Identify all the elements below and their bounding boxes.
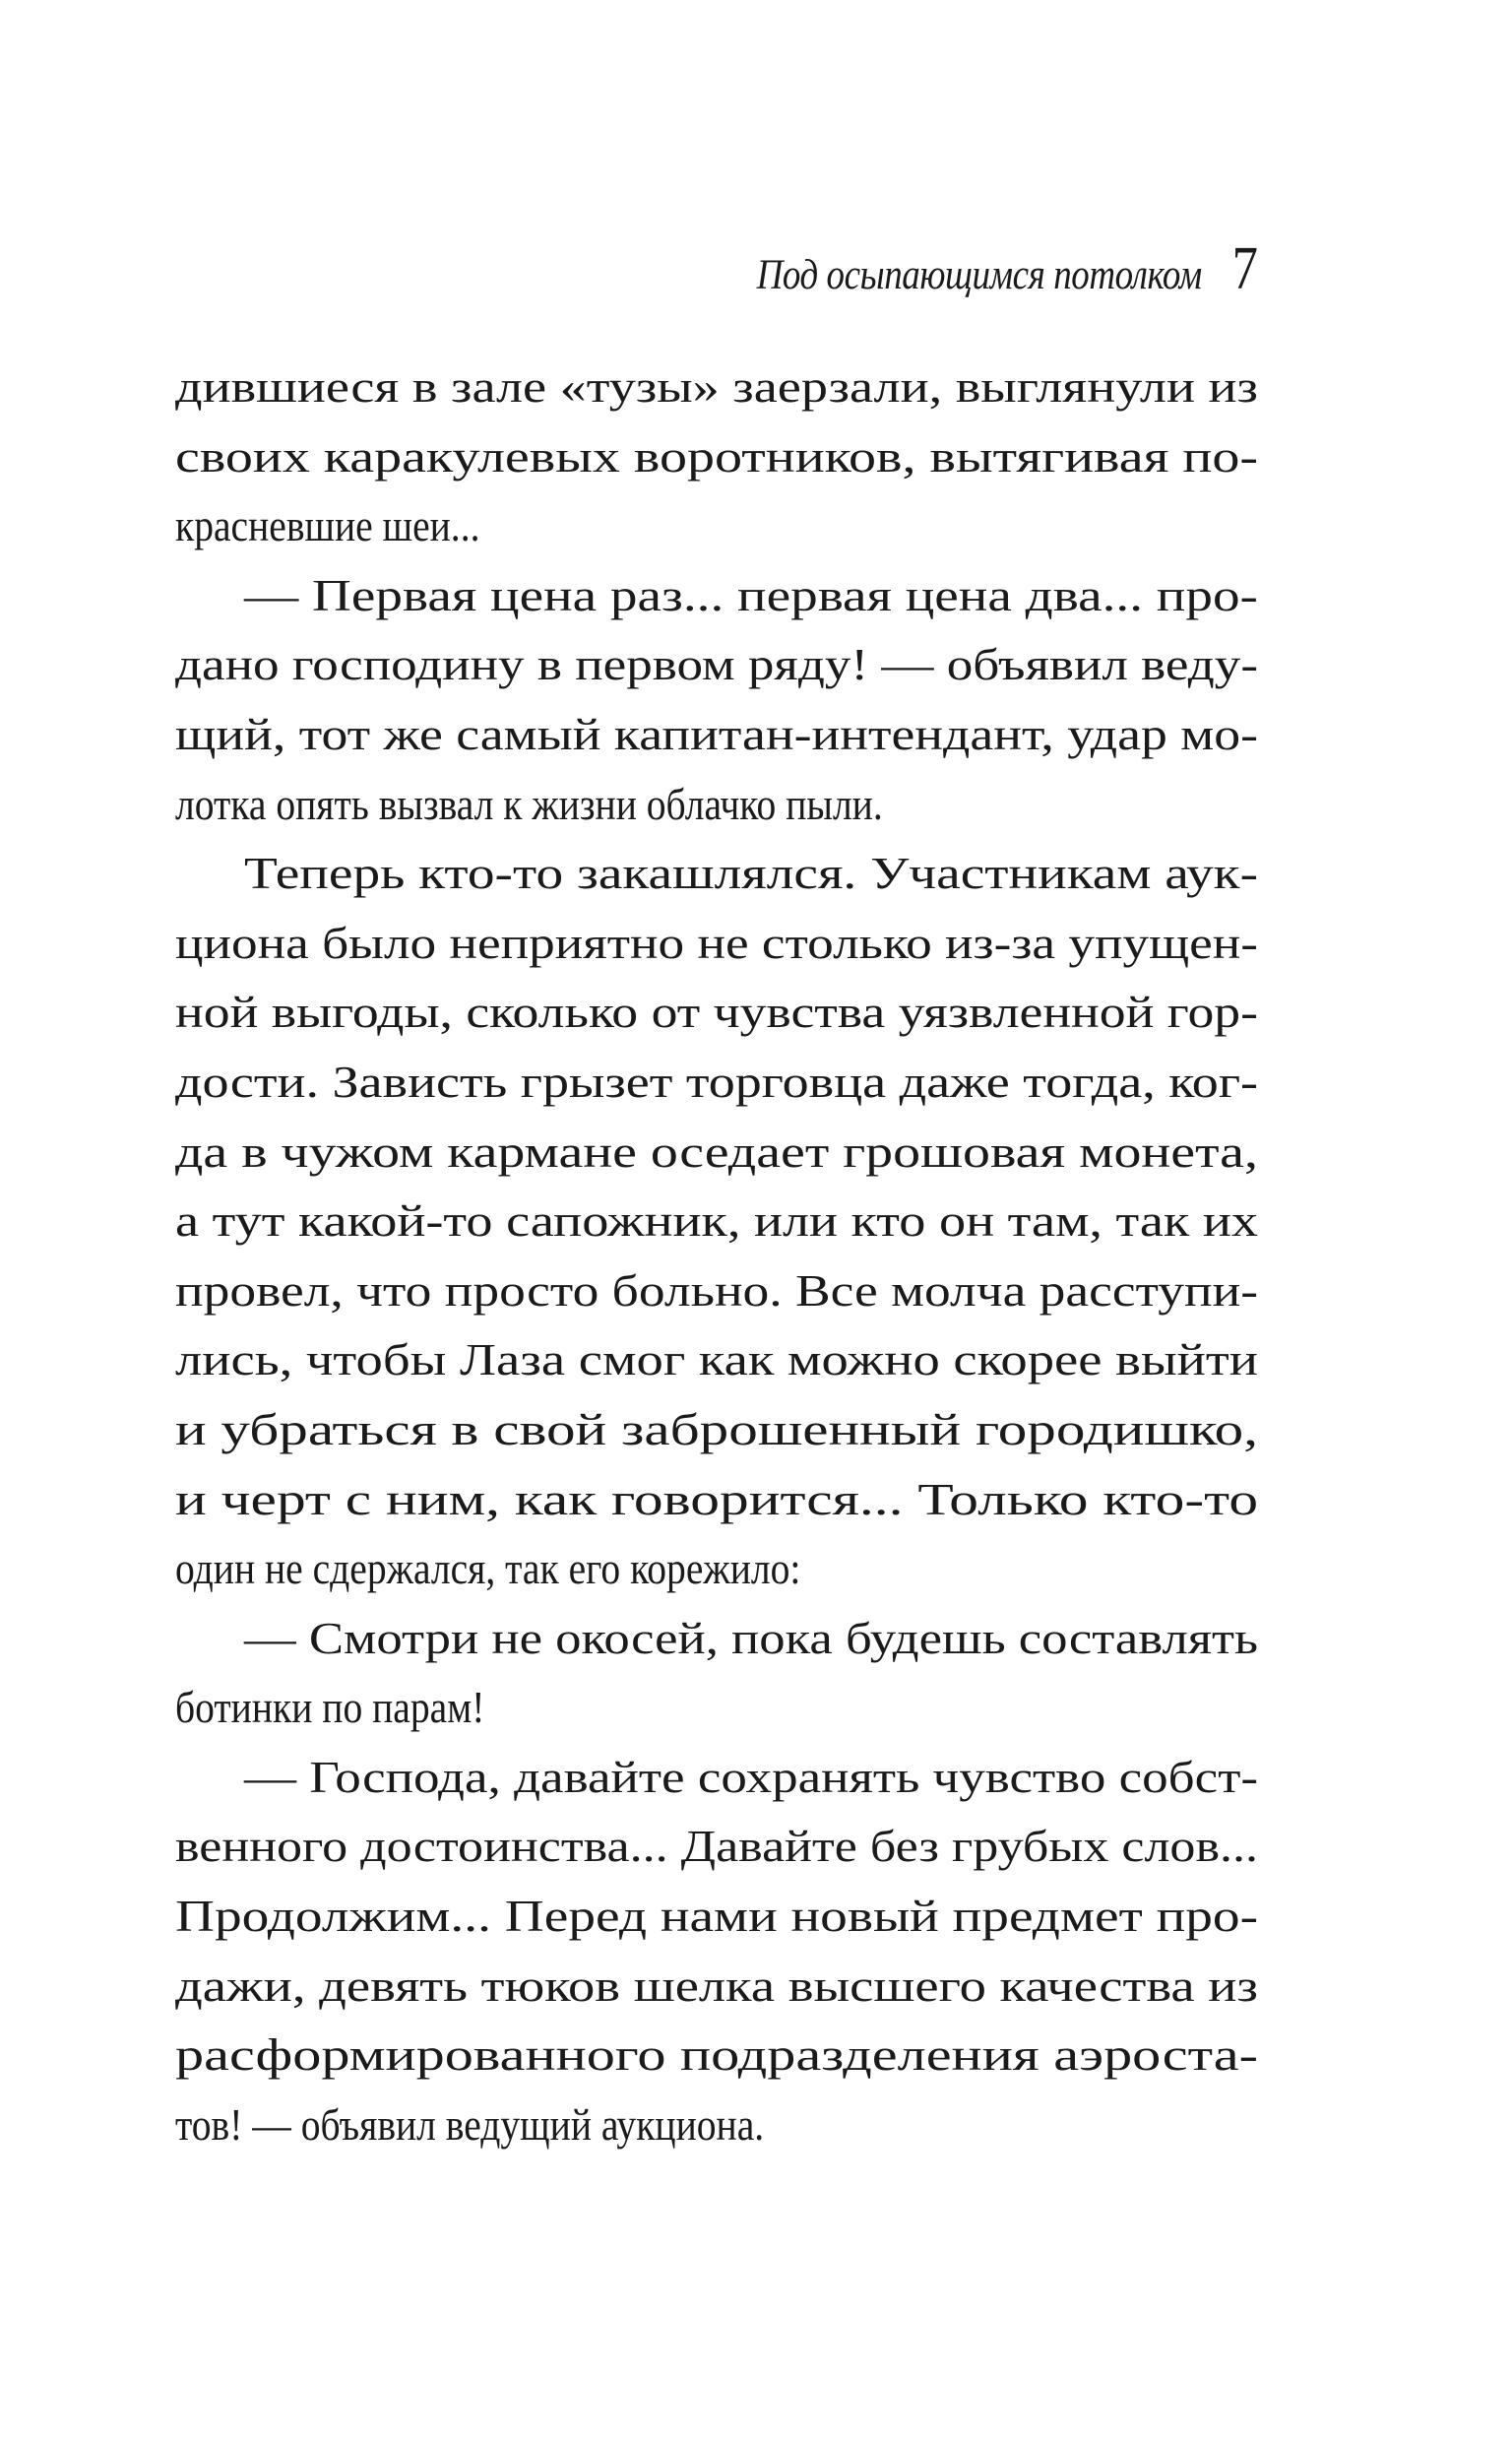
text-line: лись, чтобы Лаза смог как можно скорее выйти: [175, 1334, 1258, 1385]
text-line: циона было неприятно не столько из-за упущен-: [175, 917, 1258, 968]
text-line: а тут какой-то сапожник, или кто он там, так их: [175, 1195, 1259, 1247]
text-line: красневшие шеи...: [175, 500, 480, 551]
text-line: дившиеся в зале «тузы» заерзали, выглянули из: [175, 361, 1258, 412]
running-head: [175, 234, 1258, 303]
text-line: лотка опять вызвал к жизни облачко пыли.: [175, 778, 883, 829]
text-line: расформированного подразделения аэроста-: [175, 2029, 1259, 2081]
page-number: 7: [1231, 235, 1258, 302]
text-line: своих каракулевых воротников, вытягивая по-: [175, 430, 1259, 482]
text-line: провел, что просто больно. Все молча расступи-: [175, 1264, 1259, 1316]
body-text: [175, 353, 1258, 2159]
text-line: ботинки по парам!: [175, 1682, 485, 1733]
text-line: Продолжим... Перед нами новый предмет про-: [175, 1891, 1259, 1942]
text-line: да в чужом кармане оседает грошовая монета,: [175, 1125, 1258, 1177]
text-line: дажи, девять тюков шелка высшего качества из: [175, 1960, 1258, 2011]
text-line: и черт с ним, как говорится... Только кто-то: [175, 1473, 1259, 1524]
text-line: — Первая цена раз... первая цена два... про-: [244, 569, 1258, 620]
text-line: ной выгоды, сколько от чувства уязвленной гор-: [175, 987, 1259, 1038]
text-line: — Смотри не окосей, пока будешь составлять: [244, 1612, 1259, 1663]
text-line: дости. Зависть грызет торговца даже тогда, ког-: [175, 1056, 1259, 1107]
running-head-title: Под осыпающимся потолком: [756, 252, 1202, 298]
text-line: Теперь кто-то закашлялся. Участникам аук-: [244, 848, 1259, 899]
text-line: венного достоинства... Давайте без грубых слов...: [175, 1821, 1259, 1872]
text-line: тов! — объявил ведущий аукциона.: [175, 2098, 765, 2150]
text-line: — Господа, давайте сохранять чувство собст-: [244, 1751, 1259, 1802]
text-line: один не сдержался, так его корежило:: [175, 1543, 801, 1594]
text-line: и убраться в свой заброшенный городишко,: [175, 1403, 1259, 1454]
text-line: дано господину в первом ряду! — объявил веду-: [175, 639, 1259, 690]
text-line: щий, тот же самый капитан-интендант, удар мо-: [175, 708, 1259, 759]
